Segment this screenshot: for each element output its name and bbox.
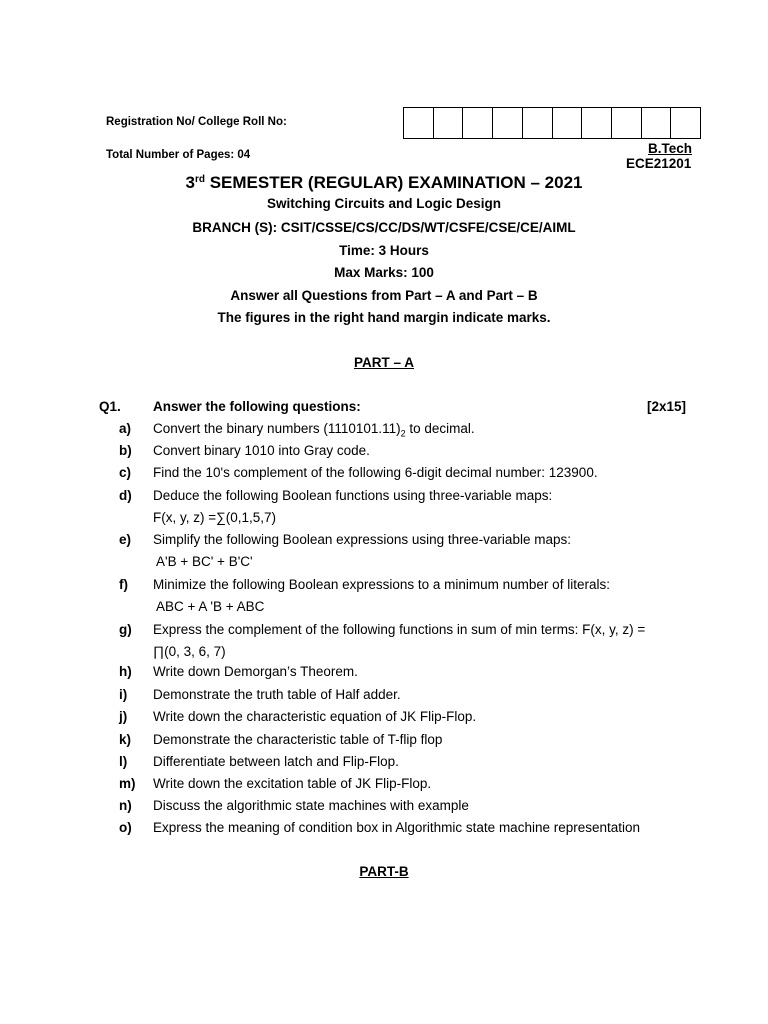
item-label: j) <box>119 709 128 724</box>
roll-digit-cell[interactable] <box>582 108 612 138</box>
item-text-main: Discuss the algorithmic state machines with example <box>153 798 469 813</box>
question-text: Answer the following questions: <box>153 399 361 414</box>
item-text <box>153 820 640 835</box>
item-text <box>153 687 401 702</box>
roll-digit-cell[interactable] <box>434 108 464 138</box>
item-label: i) <box>119 687 128 702</box>
item-expression: A'B + BC' + B'C' <box>153 554 253 569</box>
item-label: f) <box>119 577 128 592</box>
item-text-tail: to decimal. <box>405 421 475 436</box>
item-text-subscript: 2 <box>400 428 406 439</box>
exam-title <box>0 173 768 193</box>
degree-label: B.Tech <box>648 141 693 156</box>
instruction-answer-all: Answer all Questions from Part – A and Part – B <box>230 288 538 303</box>
item-text <box>153 577 610 592</box>
item-label: a) <box>119 421 132 436</box>
time-limit: Time: 3 Hours <box>339 243 429 258</box>
roll-digit-cell[interactable] <box>404 108 434 138</box>
item-text-main: Simplify the following Boolean expressions using three-variable maps: <box>153 532 571 547</box>
item-text <box>153 776 431 791</box>
instruction-marks: The figures in the right hand margin indicate marks. <box>217 310 551 325</box>
exam-title-text: SEMESTER (REGULAR) EXAMINATION – 2021 <box>204 173 583 192</box>
item-text <box>153 622 645 637</box>
item-label: n) <box>119 798 132 813</box>
page-count-label: Total Number of Pages: 04 <box>106 149 251 161</box>
item-text <box>153 421 475 439</box>
item-expression: ABC + A 'B + ABC <box>153 599 265 614</box>
item-text-main: Minimize the following Boolean expressions to a minimum number of literals: <box>153 577 610 592</box>
item-label: k) <box>119 732 132 747</box>
question-marks: [2x15] <box>647 399 687 414</box>
item-text-main: Convert the binary numbers (1110101.11) <box>153 421 401 436</box>
item-label: d) <box>119 488 132 503</box>
course-code: ECE21201 <box>626 156 692 171</box>
max-marks: Max Marks: 100 <box>334 265 434 280</box>
item-label: b) <box>119 443 132 458</box>
item-text <box>153 465 598 480</box>
item-text-main: Write down the characteristic equation of JK Flip-Flop. <box>153 709 477 724</box>
registration-label: Registration No/ College Roll No: <box>106 116 287 128</box>
item-text-main: Find the 10's complement of the following 6-digit decimal number: 123900. <box>153 465 598 480</box>
item-text-main: Express the complement of the following functions in sum of min terms: F(x, y, z) = <box>153 622 646 637</box>
roll-digit-cell[interactable] <box>642 108 672 138</box>
item-text <box>153 709 476 724</box>
item-text-main: Write down the excitation table of JK Flip-Flop. <box>153 776 432 791</box>
item-text <box>153 754 399 769</box>
item-text <box>153 732 442 747</box>
item-label: o) <box>119 820 132 835</box>
item-expression: F(x, y, z) =∑(0,1,5,7) <box>153 510 277 525</box>
item-text-main: Convert binary 1010 into Gray code. <box>153 443 370 458</box>
question-number: Q1. <box>99 399 121 414</box>
item-text <box>153 664 358 679</box>
part-a-heading: PART – A <box>353 355 414 370</box>
roll-digit-cell[interactable] <box>671 108 700 138</box>
exam-title-superscript: rd <box>194 174 205 185</box>
item-text <box>153 488 552 503</box>
roll-number-boxes[interactable] <box>403 107 701 139</box>
item-text-main: Differentiate between latch and Flip-Flop. <box>153 754 399 769</box>
item-text <box>153 532 571 547</box>
item-label: m) <box>119 776 136 791</box>
item-text-main: Demonstrate the characteristic table of T-flip flop <box>153 732 443 747</box>
roll-digit-cell[interactable] <box>493 108 523 138</box>
exam-title-ordinal: 3 <box>185 173 195 192</box>
item-text-main: Write down Demorgan’s Theorem. <box>153 664 358 679</box>
item-text-main: Demonstrate the truth table of Half adder. <box>153 687 401 702</box>
item-text-main: Deduce the following Boolean functions using three-variable maps: <box>153 488 553 503</box>
roll-digit-cell[interactable] <box>612 108 642 138</box>
item-expression: ∏(0, 3, 6, 7) <box>153 644 226 659</box>
item-text <box>153 798 469 813</box>
item-label: l) <box>119 754 128 769</box>
item-text-main: Express the meaning of condition box in Algorithmic state machine representation <box>153 820 641 835</box>
roll-digit-cell[interactable] <box>523 108 553 138</box>
subject-title: Switching Circuits and Logic Design <box>266 196 502 211</box>
branch-list: BRANCH (S): CSIT/CSSE/CS/CC/DS/WT/CSFE/CSE/CE/AIML <box>192 220 576 235</box>
item-label: h) <box>119 664 132 679</box>
part-b-heading: PART-B <box>359 864 409 879</box>
item-label: e) <box>119 532 132 547</box>
item-text <box>153 443 370 458</box>
item-label: c) <box>119 465 132 480</box>
roll-digit-cell[interactable] <box>463 108 493 138</box>
item-label: g) <box>119 622 132 637</box>
roll-digit-cell[interactable] <box>553 108 583 138</box>
